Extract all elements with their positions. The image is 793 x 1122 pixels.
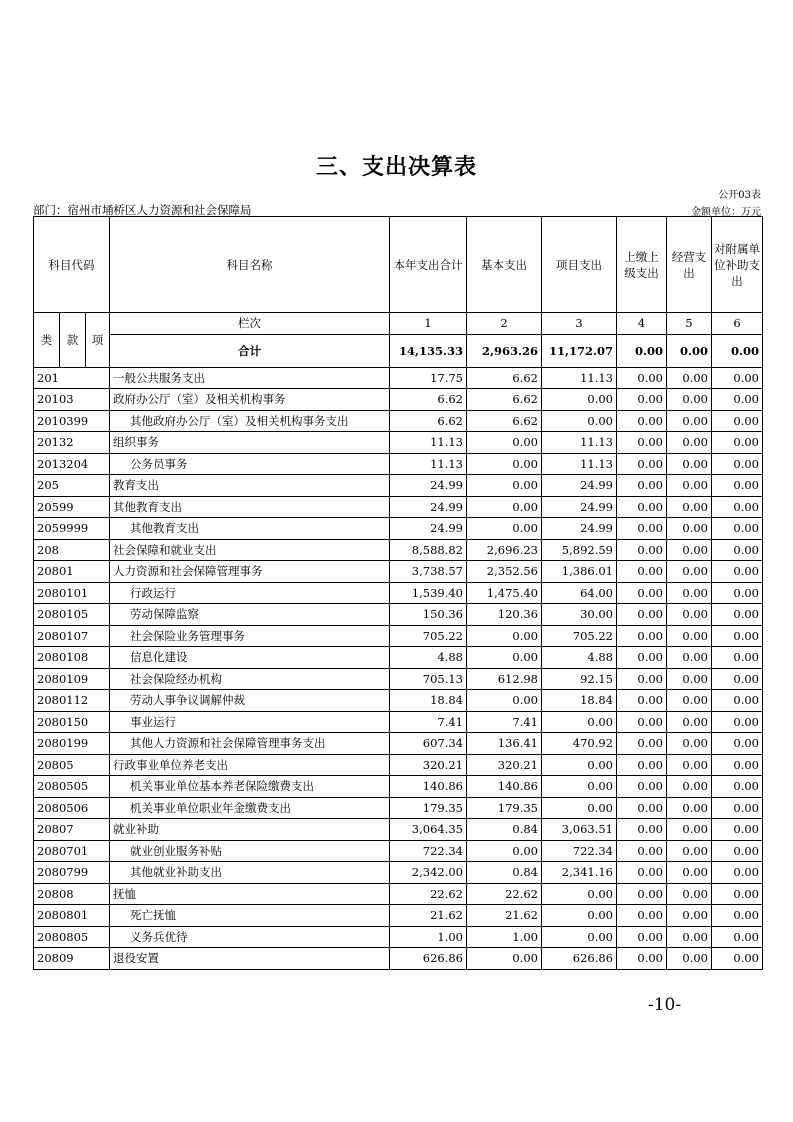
amount-cell: 626.86 — [542, 948, 617, 970]
amount-cell: 2,341.16 — [542, 862, 617, 884]
amount-cell: 1,475.40 — [467, 582, 542, 604]
amount-cell: 0.00 — [617, 561, 667, 583]
amount-cell: 0.00 — [617, 948, 667, 970]
amount-cell: 3,738.57 — [390, 561, 467, 583]
table-row — [34, 797, 763, 819]
amount-cell: 0.00 — [617, 690, 667, 712]
amount-cell: 140.86 — [390, 776, 467, 798]
subject-name: 抚恤 — [110, 883, 390, 905]
subject-code: 20807 — [34, 819, 110, 841]
subject-name: 行政运行 — [110, 582, 390, 604]
amount-cell: 2,352.56 — [467, 561, 542, 583]
table-row — [34, 862, 763, 884]
amount-cell: 0.00 — [542, 883, 617, 905]
amount-cell: 0.00 — [617, 518, 667, 540]
subject-code: 2080505 — [34, 776, 110, 798]
header-code: 科目代码 — [34, 217, 110, 313]
table-row — [34, 496, 763, 518]
amount-cell: 64.00 — [542, 582, 617, 604]
amount-cell: 0.00 — [467, 475, 542, 497]
expenditure-table — [33, 216, 763, 970]
table-row — [34, 754, 763, 776]
amount-cell: 6.62 — [467, 367, 542, 389]
amount-cell: 0.00 — [667, 776, 712, 798]
amount-cell: 0.00 — [712, 711, 763, 733]
table-row — [34, 625, 763, 647]
amount-cell: 0.00 — [667, 690, 712, 712]
amount-cell: 0.84 — [467, 862, 542, 884]
amount-cell: 0.00 — [542, 797, 617, 819]
subject-name: 组织事务 — [110, 432, 390, 454]
subject-code: 2080506 — [34, 797, 110, 819]
amount-cell: 0.00 — [617, 496, 667, 518]
amount-cell: 0.00 — [667, 647, 712, 669]
amount-cell: 0.00 — [712, 797, 763, 819]
amount-cell: 0.00 — [617, 926, 667, 948]
amount-cell: 17.75 — [390, 367, 467, 389]
amount-cell: 0.00 — [712, 582, 763, 604]
subject-code: 2080799 — [34, 862, 110, 884]
amount-cell: 11.13 — [390, 453, 467, 475]
amount-cell: 320.21 — [467, 754, 542, 776]
amount-cell: 0.00 — [617, 668, 667, 690]
subject-name: 政府办公厅（室）及相关机构事务 — [110, 389, 390, 411]
amount-cell: 24.99 — [390, 496, 467, 518]
amount-cell: 21.62 — [390, 905, 467, 927]
amount-cell: 0.00 — [617, 625, 667, 647]
subject-code: 20809 — [34, 948, 110, 970]
table-row — [34, 711, 763, 733]
amount-cell: 0.00 — [712, 819, 763, 841]
table-row — [34, 367, 763, 389]
amount-cell: 0.00 — [617, 389, 667, 411]
amount-cell: 0.00 — [667, 432, 712, 454]
subject-name: 其他政府办公厅（室）及相关机构事务支出 — [110, 410, 390, 432]
subject-code: 2080109 — [34, 668, 110, 690]
amount-cell: 626.86 — [390, 948, 467, 970]
amount-cell: 2,342.00 — [390, 862, 467, 884]
total-value: 11,172.07 — [542, 334, 617, 367]
table-row — [34, 948, 763, 970]
amount-cell: 0.00 — [712, 690, 763, 712]
amount-cell: 0.00 — [467, 647, 542, 669]
subject-code: 2080107 — [34, 625, 110, 647]
table-row — [34, 926, 763, 948]
amount-cell: 0.00 — [467, 518, 542, 540]
subject-name: 其他教育支出 — [110, 496, 390, 518]
table-row — [34, 905, 763, 927]
col-index-1: 1 — [390, 313, 467, 335]
table-row — [34, 776, 763, 798]
subject-code: 2059999 — [34, 518, 110, 540]
amount-cell: 18.84 — [390, 690, 467, 712]
amount-cell: 0.00 — [467, 840, 542, 862]
amount-cell: 0.00 — [617, 797, 667, 819]
subject-code: 205 — [34, 475, 110, 497]
table-row — [34, 475, 763, 497]
subject-code: 2080112 — [34, 690, 110, 712]
amount-cell: 0.00 — [617, 432, 667, 454]
amount-cell: 0.00 — [617, 840, 667, 862]
amount-cell: 0.00 — [712, 475, 763, 497]
table-row — [34, 733, 763, 755]
amount-cell: 0.00 — [542, 754, 617, 776]
amount-cell: 24.99 — [542, 475, 617, 497]
subject-code: 20599 — [34, 496, 110, 518]
subject-name: 其他人力资源和社会保障管理事务支出 — [110, 733, 390, 755]
amount-cell: 0.00 — [542, 389, 617, 411]
amount-cell: 0.00 — [667, 625, 712, 647]
page-number: -10- — [648, 995, 682, 1015]
subject-name: 劳动人事争议调解仲裁 — [110, 690, 390, 712]
amount-cell: 0.00 — [467, 690, 542, 712]
amount-cell: 0.00 — [542, 926, 617, 948]
subject-code: 208 — [34, 539, 110, 561]
amount-cell: 0.00 — [712, 539, 763, 561]
amount-cell: 0.00 — [617, 711, 667, 733]
amount-cell: 0.00 — [712, 432, 763, 454]
amount-cell: 722.34 — [390, 840, 467, 862]
header-total: 本年支出合计 — [390, 217, 467, 313]
subject-name: 就业创业服务补贴 — [110, 840, 390, 862]
amount-cell: 0.00 — [712, 668, 763, 690]
amount-cell: 6.62 — [467, 389, 542, 411]
amount-cell: 24.99 — [542, 518, 617, 540]
amount-cell: 607.34 — [390, 733, 467, 755]
table-row — [34, 840, 763, 862]
amount-cell: 1.00 — [390, 926, 467, 948]
amount-cell: 0.00 — [617, 862, 667, 884]
subject-code: 2013204 — [34, 453, 110, 475]
amount-cell: 0.00 — [712, 496, 763, 518]
header-xiang: 项 — [86, 313, 110, 368]
amount-cell: 0.00 — [712, 453, 763, 475]
amount-cell: 8,588.82 — [390, 539, 467, 561]
header-basic: 基本支出 — [467, 217, 542, 313]
amount-cell: 0.00 — [712, 754, 763, 776]
amount-cell: 1.00 — [467, 926, 542, 948]
amount-cell: 0.00 — [712, 948, 763, 970]
table-row — [34, 668, 763, 690]
subject-name: 劳动保障监察 — [110, 604, 390, 626]
amount-cell: 0.00 — [467, 432, 542, 454]
amount-cell: 0.00 — [667, 733, 712, 755]
amount-cell: 4.88 — [542, 647, 617, 669]
subject-name: 公务员事务 — [110, 453, 390, 475]
amount-cell: 4.88 — [390, 647, 467, 669]
amount-cell: 0.00 — [667, 496, 712, 518]
subject-name: 社会保障和就业支出 — [110, 539, 390, 561]
amount-cell: 0.00 — [667, 604, 712, 626]
header-lanci: 栏次 — [110, 313, 390, 335]
table-row — [34, 883, 763, 905]
header-kuan: 款 — [60, 313, 86, 368]
amount-cell: 0.00 — [712, 625, 763, 647]
amount-cell: 0.00 — [617, 647, 667, 669]
amount-cell: 0.00 — [712, 647, 763, 669]
amount-cell: 0.00 — [712, 367, 763, 389]
amount-cell: 0.00 — [712, 883, 763, 905]
subject-name: 社会保险经办机构 — [110, 668, 390, 690]
header-row — [34, 217, 763, 313]
amount-cell: 320.21 — [390, 754, 467, 776]
amount-cell: 24.99 — [390, 518, 467, 540]
amount-cell: 0.00 — [712, 389, 763, 411]
amount-cell: 0.00 — [667, 797, 712, 819]
amount-cell: 30.00 — [542, 604, 617, 626]
amount-cell: 0.00 — [617, 410, 667, 432]
total-row — [34, 334, 763, 367]
amount-cell: 3,063.51 — [542, 819, 617, 841]
total-value: 0.00 — [667, 334, 712, 367]
amount-cell: 18.84 — [542, 690, 617, 712]
table-row — [34, 604, 763, 626]
amount-cell: 22.62 — [390, 883, 467, 905]
table-row — [34, 819, 763, 841]
table-row — [34, 561, 763, 583]
subject-name: 教育支出 — [110, 475, 390, 497]
subject-name: 就业补助 — [110, 819, 390, 841]
amount-cell: 0.00 — [667, 518, 712, 540]
amount-cell: 0.00 — [617, 582, 667, 604]
amount-cell: 0.00 — [667, 862, 712, 884]
subject-code: 2080801 — [34, 905, 110, 927]
table-row — [34, 432, 763, 454]
amount-cell: 1,386.01 — [542, 561, 617, 583]
column-index-row — [34, 313, 763, 335]
header-operating: 经营支出 — [667, 217, 712, 313]
amount-cell: 705.13 — [390, 668, 467, 690]
table-row — [34, 389, 763, 411]
col-index-6: 6 — [712, 313, 763, 335]
amount-cell: 24.99 — [542, 496, 617, 518]
col-index-4: 4 — [617, 313, 667, 335]
amount-cell: 705.22 — [542, 625, 617, 647]
amount-cell: 5,892.59 — [542, 539, 617, 561]
amount-cell: 0.00 — [712, 926, 763, 948]
subject-name: 义务兵优待 — [110, 926, 390, 948]
header-lei: 类 — [34, 313, 60, 368]
amount-cell: 0.00 — [712, 561, 763, 583]
amount-cell: 0.00 — [667, 754, 712, 776]
header-subsidy: 对附属单位补助支出 — [712, 217, 763, 313]
amount-cell: 0.00 — [617, 453, 667, 475]
amount-cell: 179.35 — [390, 797, 467, 819]
header-project: 项目支出 — [542, 217, 617, 313]
table-row — [34, 518, 763, 540]
subject-name: 机关事业单位职业年金缴费支出 — [110, 797, 390, 819]
amount-cell: 0.00 — [667, 819, 712, 841]
subject-code: 2080108 — [34, 647, 110, 669]
header-remit: 上缴上级支出 — [617, 217, 667, 313]
amount-cell: 0.00 — [667, 840, 712, 862]
subject-name: 死亡抚恤 — [110, 905, 390, 927]
subject-code: 20132 — [34, 432, 110, 454]
amount-cell: 0.00 — [467, 625, 542, 647]
amount-cell: 11.13 — [390, 432, 467, 454]
subject-name: 行政事业单位养老支出 — [110, 754, 390, 776]
amount-cell: 0.00 — [617, 539, 667, 561]
subject-code: 2080101 — [34, 582, 110, 604]
amount-cell: 0.00 — [467, 496, 542, 518]
total-value: 0.00 — [712, 334, 763, 367]
amount-cell: 722.34 — [542, 840, 617, 862]
amount-cell: 6.62 — [467, 410, 542, 432]
amount-cell: 470.92 — [542, 733, 617, 755]
amount-cell: 24.99 — [390, 475, 467, 497]
amount-cell: 7.41 — [390, 711, 467, 733]
amount-cell: 0.00 — [667, 668, 712, 690]
amount-cell: 0.00 — [617, 604, 667, 626]
subject-code: 2010399 — [34, 410, 110, 432]
amount-cell: 6.62 — [390, 410, 467, 432]
amount-cell: 150.36 — [390, 604, 467, 626]
table-row — [34, 582, 763, 604]
subject-code: 2080701 — [34, 840, 110, 862]
subject-name: 信息化建设 — [110, 647, 390, 669]
amount-cell: 120.36 — [467, 604, 542, 626]
amount-cell: 0.00 — [712, 410, 763, 432]
amount-cell: 0.00 — [667, 389, 712, 411]
amount-cell: 0.00 — [542, 776, 617, 798]
amount-cell: 0.00 — [467, 453, 542, 475]
amount-cell: 0.00 — [617, 776, 667, 798]
amount-cell: 0.00 — [617, 883, 667, 905]
amount-cell: 0.00 — [617, 367, 667, 389]
amount-cell: 0.00 — [712, 862, 763, 884]
amount-cell: 0.00 — [667, 561, 712, 583]
subject-code: 20103 — [34, 389, 110, 411]
amount-cell: 0.00 — [667, 905, 712, 927]
amount-cell: 0.00 — [617, 819, 667, 841]
amount-cell: 22.62 — [467, 883, 542, 905]
subject-code: 2080199 — [34, 733, 110, 755]
amount-cell: 179.35 — [467, 797, 542, 819]
table-row — [34, 539, 763, 561]
table-row — [34, 410, 763, 432]
subject-name: 一般公共服务支出 — [110, 367, 390, 389]
amount-cell: 3,064.35 — [390, 819, 467, 841]
amount-cell: 0.00 — [542, 905, 617, 927]
page-title: 三、支出决算表 — [315, 155, 477, 180]
amount-cell: 136.41 — [467, 733, 542, 755]
subject-name: 其他就业补助支出 — [110, 862, 390, 884]
amount-cell: 0.00 — [617, 754, 667, 776]
amount-cell: 0.00 — [542, 711, 617, 733]
amount-cell: 0.00 — [617, 475, 667, 497]
amount-cell: 0.00 — [617, 733, 667, 755]
amount-cell: 0.00 — [667, 453, 712, 475]
amount-cell: 0.00 — [667, 948, 712, 970]
amount-unit-label: 金额单位：万元 — [691, 207, 761, 218]
subject-name: 退役安置 — [110, 948, 390, 970]
subject-code: 2080805 — [34, 926, 110, 948]
subject-name: 其他教育支出 — [110, 518, 390, 540]
amount-cell: 11.13 — [542, 367, 617, 389]
header-name: 科目名称 — [110, 217, 390, 313]
total-value: 14,135.33 — [390, 334, 467, 367]
total-label: 合计 — [110, 334, 390, 367]
department-label: 部门：宿州市埇桥区人力资源和社会保障局 — [33, 203, 252, 217]
table-row — [34, 453, 763, 475]
subject-code: 20801 — [34, 561, 110, 583]
table-row — [34, 690, 763, 712]
col-index-3: 3 — [542, 313, 617, 335]
amount-cell: 0.00 — [667, 539, 712, 561]
amount-cell: 7.41 — [467, 711, 542, 733]
subject-name: 人力资源和社会保障管理事务 — [110, 561, 390, 583]
amount-cell: 1,539.40 — [390, 582, 467, 604]
amount-cell: 612.98 — [467, 668, 542, 690]
col-index-2: 2 — [467, 313, 542, 335]
amount-cell: 0.00 — [667, 883, 712, 905]
amount-cell: 0.84 — [467, 819, 542, 841]
amount-cell: 0.00 — [667, 410, 712, 432]
subject-code: 201 — [34, 367, 110, 389]
amount-cell: 0.00 — [667, 926, 712, 948]
subject-name: 社会保险业务管理事务 — [110, 625, 390, 647]
amount-cell: 11.13 — [542, 432, 617, 454]
amount-cell: 6.62 — [390, 389, 467, 411]
amount-cell: 0.00 — [712, 776, 763, 798]
amount-cell: 0.00 — [667, 711, 712, 733]
amount-cell: 0.00 — [667, 475, 712, 497]
amount-cell: 0.00 — [542, 410, 617, 432]
form-number: 公开03表 — [718, 190, 761, 201]
amount-cell: 0.00 — [712, 840, 763, 862]
subject-code: 2080105 — [34, 604, 110, 626]
col-index-5: 5 — [667, 313, 712, 335]
amount-cell: 705.22 — [390, 625, 467, 647]
amount-cell: 0.00 — [667, 367, 712, 389]
amount-cell: 0.00 — [712, 518, 763, 540]
amount-cell: 92.15 — [542, 668, 617, 690]
amount-cell: 0.00 — [712, 905, 763, 927]
subject-name: 事业运行 — [110, 711, 390, 733]
total-value: 0.00 — [617, 334, 667, 367]
subject-code: 20808 — [34, 883, 110, 905]
amount-cell: 140.86 — [467, 776, 542, 798]
amount-cell: 0.00 — [712, 604, 763, 626]
amount-cell: 11.13 — [542, 453, 617, 475]
subject-name: 机关事业单位基本养老保险缴费支出 — [110, 776, 390, 798]
total-value: 2,963.26 — [467, 334, 542, 367]
amount-cell: 2,696.23 — [467, 539, 542, 561]
table-row — [34, 647, 763, 669]
amount-cell: 0.00 — [467, 948, 542, 970]
subject-code: 2080150 — [34, 711, 110, 733]
amount-cell: 0.00 — [667, 582, 712, 604]
amount-cell: 0.00 — [617, 905, 667, 927]
amount-cell: 21.62 — [467, 905, 542, 927]
subject-code: 20805 — [34, 754, 110, 776]
amount-cell: 0.00 — [712, 733, 763, 755]
